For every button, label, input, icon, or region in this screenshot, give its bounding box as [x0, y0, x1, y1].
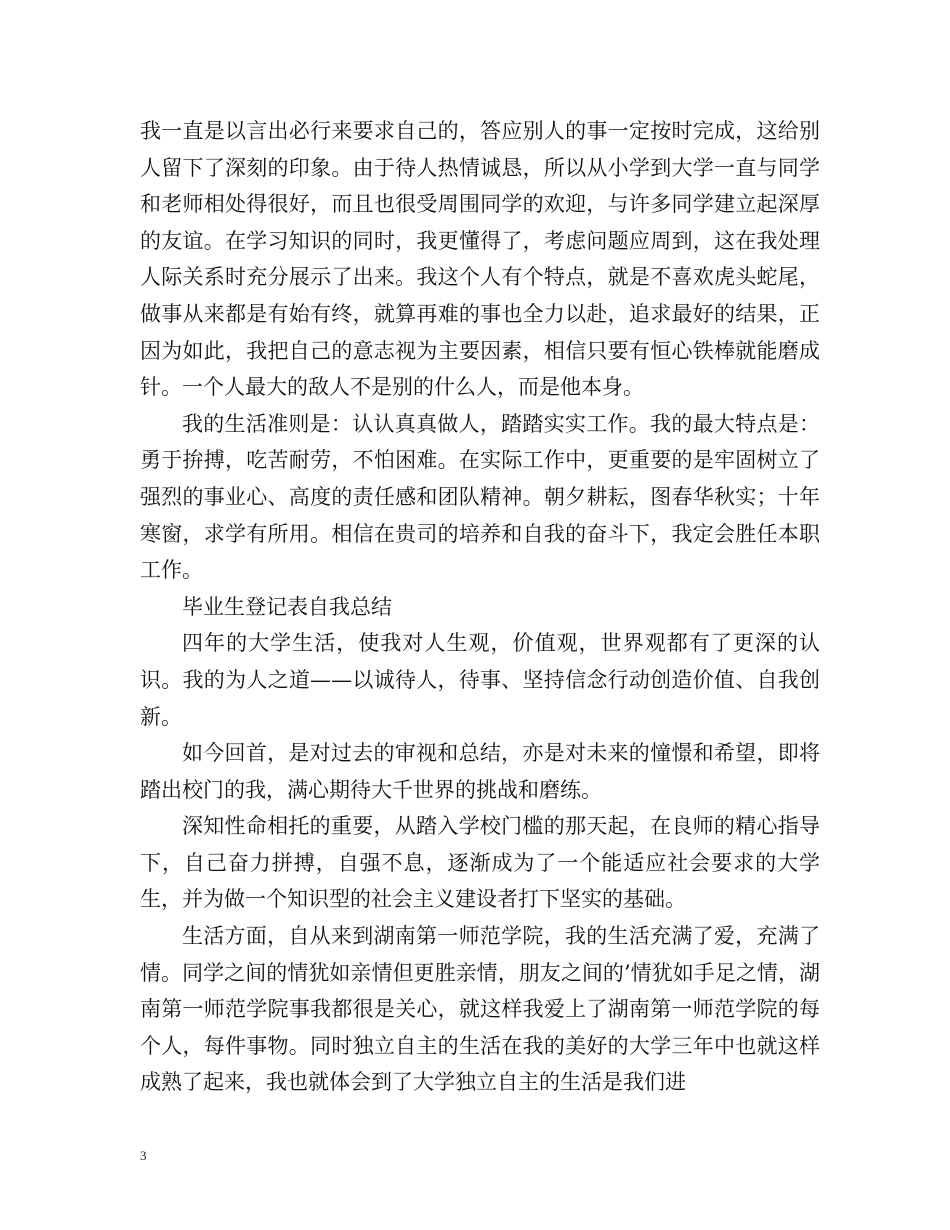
paragraph-4: 如今回首，是对过去的审视和总结，亦是对未来的憧憬和希望，即将踏出校门的我，满心期待大千世界的挑战和磨练。: [140, 741, 820, 802]
paragraph-3: 四年的大学生活，使我对人生观，价值观，世界观都有了更深的认识。我的为人之道——以诚待人，待事、坚持信念行动创造价值、自我创新。: [140, 631, 820, 729]
paragraph-1: 我一直是以言出必行来要求自己的，答应别人的事一定按时完成，这给别人留下了深刻的印象。由于待人热情诚恳，所以从小学到大学一直与同学和老师相处得很好，而且也很受周围同学的欢迎，与许多同学建立起深厚的友谊。在学习知识的同时，我更懂得了，考虑问题应周到，这在我处理人际关系时充分展示了出来。我这个人有个特点，就是不喜欢虎头蛇尾，做事从来都是有始有终，就算再难的事也全力以赴，追求最好的结果，正因为如此，我把自己的意志视为主要因素，相信只要有恒心铁棒就能磨成针。一个人最大的敌人不是别的什么人，而是他本身。: [140, 119, 820, 400]
paragraph-5: 深知性命相托的重要，从踏入学校门槛的那天起，在良师的精心指导下，自己奋力拼搏，自强不息，逐渐成为了一个能适应社会要求的大学生，并为做一个知识型的社会主义建设者打下坚实的基础。: [140, 814, 820, 912]
document-body: [140, 113, 820, 1101]
page-number: 3: [140, 1148, 147, 1163]
section-heading: 毕业生登记表自我总结: [182, 594, 392, 619]
paragraph-2: 我的生活准则是：认认真真做人，踏踏实实工作。我的最大特点是：勇于拚搏，吃苦耐劳，不怕困难。在实际工作中，更重要的是牢固树立了强烈的事业心、高度的责任感和团队精神。朝夕耕耘，图春华秋实；十年寒窗，求学有所用。相信在贵司的培养和自我的奋斗下，我定会胜任本职工作。: [140, 411, 820, 583]
paragraph-6: 生活方面，自从来到湖南第一师范学院，我的生活充满了爱，充满了情。同学之间的情犹如亲情但更胜亲情，朋友之间的’情犹如手足之情，湖南第一师范学院事我都很是关心，就这样我爱上了湖南第一师范学院的每个人，每件事物。同时独立自主的生活在我的美好的大学三年中也就这样成熟了起来，我也就体会到了大学独立自主的生活是我们进: [140, 924, 820, 1095]
